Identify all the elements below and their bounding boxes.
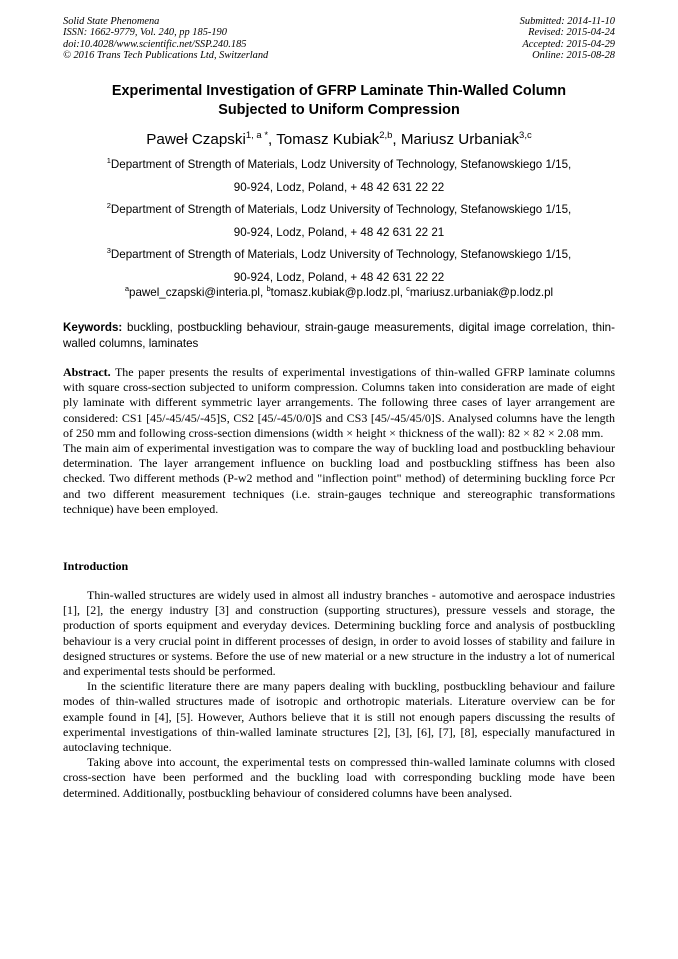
abstract-paragraph-2: The main aim of experimental investigation was to compare the way of buckling load and postbuckling behaviour determination. The layer arrangement influence on buckling load and postbuckling stiffness has been also checked. Two different methods (P-w2 method and "inflection point" method) of determining buckling force Pcr and two different measurement techniques (i.e. strain-gauges technique and stereographic transformations technique) have been employed. bbox=[63, 441, 615, 516]
affiliation-3-line-1 bbox=[63, 244, 615, 267]
affiliation-text: Department of Strength of Materials, Lodz University of Technology, Stefanowskiego 1/15, bbox=[110, 203, 572, 216]
affiliation-sup: 1 bbox=[106, 156, 111, 165]
keywords bbox=[63, 320, 615, 351]
author-name: Tomasz Kubiak bbox=[276, 131, 380, 148]
date-accepted: Accepted: 2015-04-29 bbox=[522, 38, 615, 50]
author-name: Paweł Czapski bbox=[146, 131, 246, 148]
intro-paragraph-2: In the scientific literature there are many papers dealing with buckling, postbuckling behaviour and failure modes of thin-walled structures made of isotropic and orthotropic materials. Literature overview can be for example found in [4], [5]. However, Authors believe that it is still not enough papers discussing the results of experimental investigations of thin-walled laminate structures [2], [3], [6], [7], [8], especially manufactured in autoclaving technique. bbox=[63, 679, 615, 755]
section-heading-introduction: Introduction bbox=[63, 559, 129, 573]
affiliation-3-line-2: 90-924, Lodz, Poland, + 48 42 631 22 22 bbox=[233, 270, 445, 284]
journal-copyright: © 2016 Trans Tech Publications Ltd, Switzerland bbox=[63, 50, 269, 62]
title-line-1: Experimental Investigation of GFRP Laminate Thin-Walled Column bbox=[111, 83, 567, 99]
author-list: Paweł Czapski$^{1, a *}$, Tomasz Kubiak$^{2,b}$, Mariusz Urbaniak$^{3,c}$ bbox=[146, 130, 532, 148]
email-link[interactable]: mariusz.urbaniak@p.lodz.pl bbox=[409, 286, 554, 299]
email-link[interactable]: pawel_czapski@interia.pl bbox=[129, 286, 261, 299]
date-revised: Revised: 2015-04-24 bbox=[528, 27, 615, 39]
affiliation-2-line-2: 90-924, Lodz, Poland, + 48 42 631 22 21 bbox=[233, 225, 445, 239]
author-sup: 1, a * bbox=[245, 130, 269, 141]
affiliation-sup: 3 bbox=[106, 246, 111, 255]
date-submitted: Submitted: 2014-11-10 bbox=[519, 16, 615, 27]
email-link[interactable]: tomasz.kubiak@p.lodz.pl bbox=[270, 286, 400, 299]
introduction-body bbox=[63, 588, 615, 801]
affiliation-text: Department of Strength of Materials, Lodz University of Technology, Stefanowskiego 1/15, bbox=[110, 158, 572, 171]
abstract-label: Abstract. bbox=[63, 365, 111, 379]
affiliation-1-line-2: 90-924, Lodz, Poland, + 48 42 631 22 22 bbox=[233, 180, 445, 194]
abstract bbox=[63, 365, 615, 517]
journal-issn: ISSN: 1662-9779, Vol. 240, pp 185-190 bbox=[63, 27, 227, 39]
abstract-text: The paper presents the results of experimental investigations of thin-walled GFRP laminate columns with square cross-section subjected to uniform compression. Columns taken into consideration are made of eight ply laminate with different symmetric layer arrangements. The following three cases of layer arrangement are considered: CS1 [45/-45/45/-45]S, CS2 [45/-45/0/0]S and CS3 [45/-45/45/0]S. Analysed columns have the length of 250 mm and following cross-section dimensions (width × height × thickness of the wall): 82 × 82 × 2.08 mm. bbox=[63, 365, 615, 440]
abstract-paragraph-1 bbox=[63, 365, 615, 441]
publication-dates bbox=[520, 16, 615, 62]
email-sup: b bbox=[266, 284, 271, 293]
keywords-text: buckling, postbuckling behaviour, strain-gauge measurements, digital image correlation, thin-walled columns, laminates bbox=[63, 321, 615, 350]
affiliations bbox=[63, 154, 615, 289]
author-name: Mariusz Urbaniak bbox=[400, 131, 520, 148]
paper-title bbox=[63, 82, 615, 120]
intro-paragraph-1: Thin-walled structures are widely used in almost all industry branches - automotive and aerospace industries [1], [2], the energy industry [3] and construction (supporting structures), pressure vessels and storage, the production of sports equipment and everyday devices. Determining buckling force and analysis of postbuckling behaviour is a very crucial point in different processes of design, in order to avoid losses of stability and failure in designed structures or systems. Before the use of new material or a new structure in the industry a lot of numerical and experimental tests should be performed. bbox=[63, 588, 615, 679]
affiliation-sup: 2 bbox=[106, 201, 111, 210]
journal-doi: doi:10.4028/www.scientific.net/SSP.240.185 bbox=[63, 38, 247, 50]
keywords-label: Keywords: bbox=[63, 321, 123, 334]
affiliation-2-line-1 bbox=[63, 199, 615, 222]
author-emails: $^a$pawel_czapski@interia.pl, $^b$tomasz.kubiak@p.lodz.pl, $^c$mariusz.urbaniak@p.lodz.pl bbox=[124, 284, 554, 299]
affiliation-1-line-1 bbox=[63, 154, 615, 177]
email-sup: c bbox=[406, 284, 410, 293]
email-sup: a bbox=[124, 284, 130, 293]
affiliation-text: Department of Strength of Materials, Lodz University of Technology, Stefanowskiego 1/15, bbox=[110, 248, 572, 261]
author-sup: 3,c bbox=[519, 130, 532, 141]
title-line-2: Subjected to Uniform Compression bbox=[218, 102, 460, 118]
journal-info bbox=[63, 16, 268, 62]
journal-name: Solid State Phenomena bbox=[63, 16, 160, 27]
intro-paragraph-3: Taking above into account, the experimental tests on compressed thin-walled laminate columns with closed cross-section have been performed and the buckling load with corresponding buckling mode have been determined. Additionally, postbuckling behaviour of considered columns have been analysed. bbox=[63, 755, 615, 800]
author-sup: 2,b bbox=[379, 130, 393, 141]
date-online: Online: 2015-08-28 bbox=[532, 50, 615, 62]
